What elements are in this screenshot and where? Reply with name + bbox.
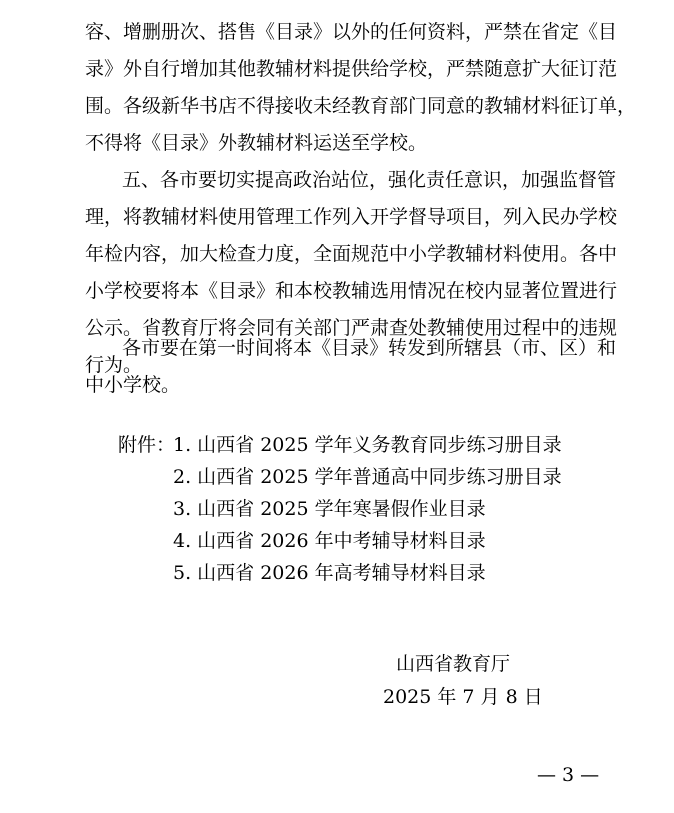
paragraph-2-line: 公示。省教育厅将会同有关部门严肃查处教辅使用过程中的违规 [85,317,618,339]
paragraph-3-line: 各市要在第一时间将本《目录》转发到所辖县（市、区）和 [122,337,617,359]
paragraph-2-line: 小学校要将本《目录》和本校教辅选用情况在校内显著位置进行 [85,280,618,302]
attachments-label: 附件： [118,434,176,456]
page-number: — 3 — [537,764,600,786]
paragraph-1-line: 容、增删册次、搭售《目录》以外的任何资料，严禁在省定《目 [85,21,618,43]
paragraph-3-line: 中小学校。 [85,374,181,396]
attachment-item: 4. 山西省 2026 年中考辅导材料目录 [173,530,486,552]
paragraph-2-line: 年检内容，加大检查力度，全面规范中小学教辅材料使用。各中 [85,243,618,265]
paragraph-2-line: 理，将教辅材料使用管理工作列入开学督导项目，列入民办学校 [85,206,618,228]
paragraph-2-line: 五、各市要切实提高政治站位，强化责任意识，加强监督管 [122,169,617,191]
attachment-item: 5. 山西省 2026 年高考辅导材料目录 [173,562,486,584]
issue-date: 2025 年 7 月 8 日 [383,686,543,708]
paragraph-1-line: 不得将《目录》外教辅材料运送至学校。 [85,132,428,154]
attachment-item: 1. 山西省 2025 学年义务教育同步练习册目录 [173,434,562,456]
issuing-organization: 山西省教育厅 [396,653,511,675]
paragraph-1-line: 围。各级新华书店不得接收未经教育部门同意的教辅材料征订单， [85,95,637,117]
attachment-item: 2. 山西省 2025 学年普通高中同步练习册目录 [173,466,562,488]
attachment-item: 3. 山西省 2025 学年寒暑假作业目录 [173,498,486,520]
paragraph-2-line: 行为。 [85,354,143,376]
paragraph-1-line: 录》外自行增加其他教辅材料提供给学校，严禁随意扩大征订范 [85,58,618,80]
